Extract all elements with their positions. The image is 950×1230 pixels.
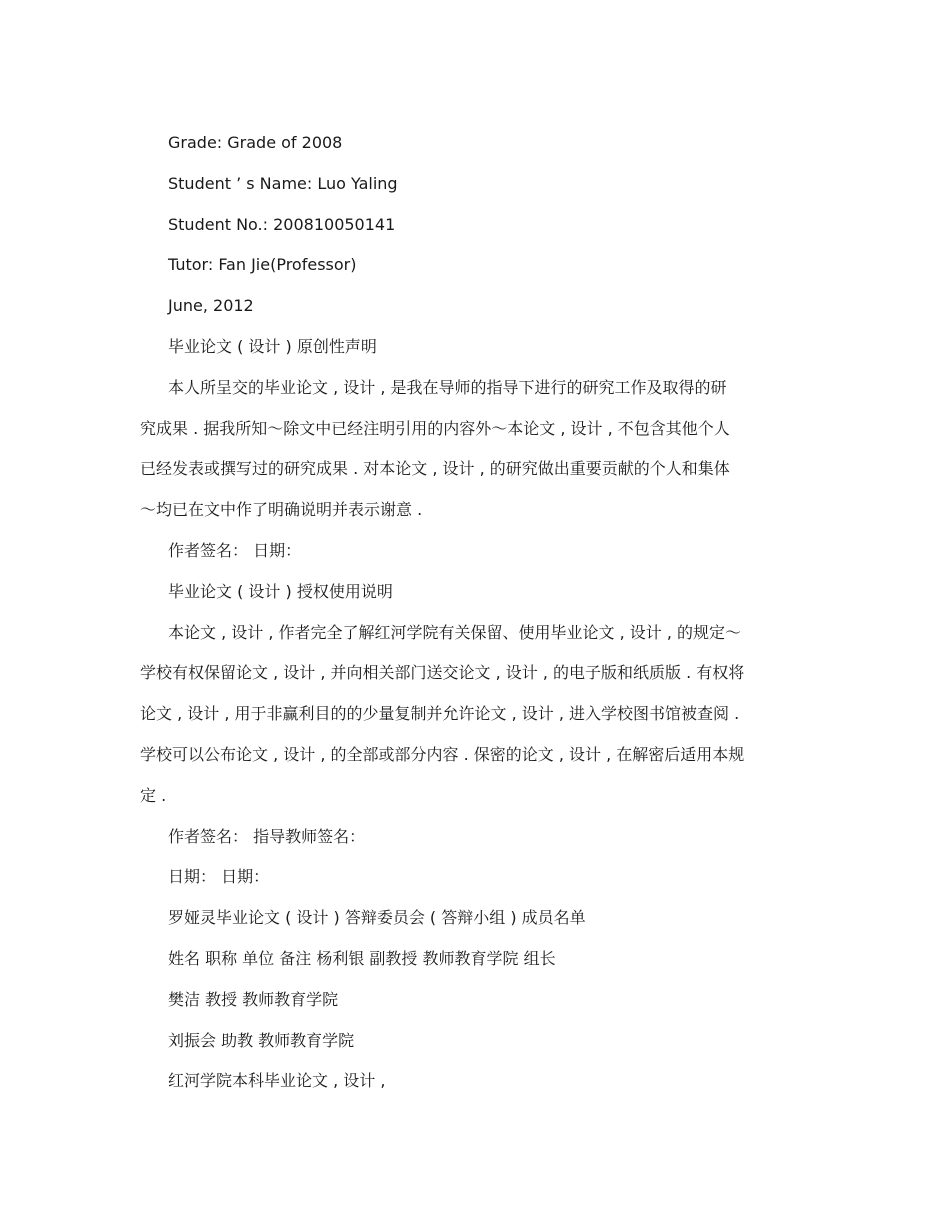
originality-paragraph xyxy=(140,368,800,531)
originality-heading: 毕业论文 ( 设计 ) 原创性声明 xyxy=(168,336,377,356)
committee-heading: 罗娅灵毕业论文 ( 设计 ) 答辩委员会 ( 答辩小组 ) 成员名单 xyxy=(168,908,586,928)
authorization-dates: 日期： 日期： xyxy=(168,867,270,887)
authorization-paragraph xyxy=(140,613,800,817)
committee-row: 姓名 职称 单位 备注 杨利银 副教授 教师教育学院 组长 xyxy=(168,948,556,968)
authorization-signature: 作者签名： 指导教师签名： xyxy=(168,826,366,846)
authorization-heading: 毕业论文 ( 设计 ) 授权使用说明 xyxy=(168,581,393,601)
student-number-line: Student No.: 200810050141 xyxy=(168,214,396,234)
date-line: June, 2012 xyxy=(168,296,254,316)
originality-signature: 作者签名： 日期： xyxy=(168,540,302,560)
committee-row: 刘振会 助教 教师教育学院 xyxy=(168,1030,355,1050)
paragraph-line: 论文 , 设计 , 用于非赢利目的的少量复制并允许论文 , 设计 , 进入学校图书馆被查阅 . xyxy=(140,704,740,724)
document-body xyxy=(140,123,800,1102)
committee-row: 樊洁 教授 教师教育学院 xyxy=(168,989,339,1009)
paragraph-line: 学校可以公布论文 , 设计 , 的全部或部分内容 . 保密的论文 , 设计 , 在解密后适用本规 xyxy=(140,744,745,764)
paragraph-line: 学校有权保留论文 , 设计 , 并向相关部门送交论文 , 设计 , 的电子版和纸质版 . 有权将 xyxy=(140,663,745,683)
tutor-line: Tutor: Fan Jie(Professor) xyxy=(168,255,357,275)
footer-line: 红河学院本科毕业论文 , 设计 , xyxy=(168,1071,386,1091)
paragraph-line: ～均已在文中作了明确说明并表示谢意 . xyxy=(140,500,423,520)
grade-line: Grade: Grade of 2008 xyxy=(168,133,343,152)
paragraph-line: 究成果 . 据我所知～除文中已经注明引用的内容外～本论文 , 设计 , 不包含其他个人 xyxy=(140,418,730,438)
paragraph-line: 本论文 , 设计 , 作者完全了解红河学院有关保留、使用毕业论文 , 设计 , 的规定～ xyxy=(168,622,742,642)
student-name-line: Student ’ s Name: Luo Yaling xyxy=(168,173,398,193)
paragraph-line: 已经发表或撰写过的研究成果 . 对本论文 , 设计 , 的研究做出重要贡献的个人和集体 xyxy=(140,459,730,479)
paragraph-line: 本人所呈交的毕业论文 , 设计 , 是我在导师的指导下进行的研究工作及取得的研 xyxy=(168,377,727,397)
paragraph-line: 定 . xyxy=(140,785,167,805)
